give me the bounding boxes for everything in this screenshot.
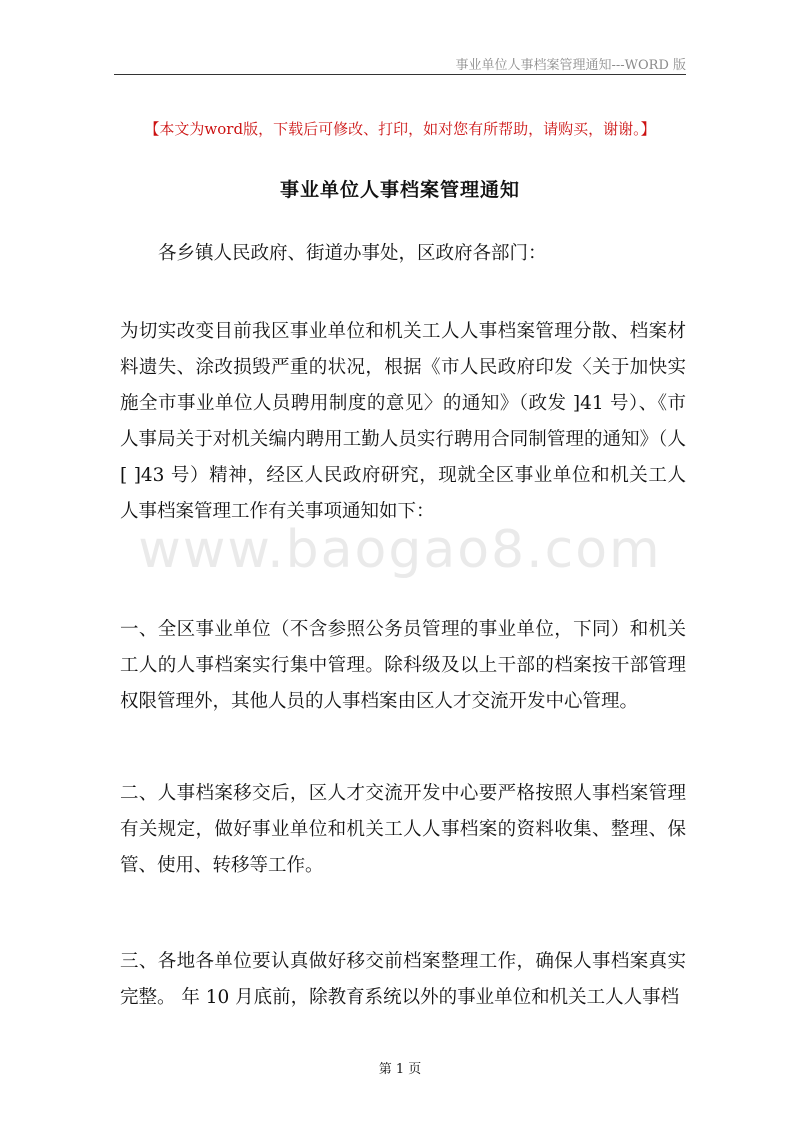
purchase-notice: 【本文为word版，下载后可修改、打印，如对您有所帮助，请购买，谢谢。】 [144,120,656,138]
salutation: 各乡镇人民政府、街道办事处，区政府各部门： [158,243,547,264]
page-number: 第 1 页 [378,1062,422,1077]
paragraph-item-1: 一、全区事业单位（不含参照公务员管理的事业单位，下同）和机关工人的人事档案实行集中管理。除科级及以上干部的档案按干部管理权限管理外，其他人员的人事档案由区人才交流开发中心管理。 [120,619,686,712]
document-title: 事业单位人事档案管理通知 [279,179,520,201]
header-divider [114,74,686,75]
paragraph-item-2: 二、人事档案移交后，区人才交流开发中心要严格按照人事档案管理有关规定，做好事业单位和机关工人人事档案的资料收集、整理、保管、使用、转移等工作。 [120,783,686,876]
watermark: www.baogao8.com [138,520,662,580]
running-header: 事业单位人事档案管理通知---WORD 版 [455,58,686,73]
paragraph-item-3: 三、各地各单位要认真做好移交前档案整理工作，确保人事档案真实完整。 年 10 月底前，除教育系统以外的事业单位和机关工人人事档 [120,951,686,1008]
paragraph-intro: 为切实改变目前我区事业单位和机关工人人事档案管理分散、档案材料遗失、涂改损毁严重的状况，根据《市人民政府印发〈关于加快实施全市事业单位人员聘用制度的意见〉的通知》（政发 ]41 号）、《市人事局关于对机关编内聘用工勤人员实行聘用合同制管理的通知》（人[ ]43 号）精神，经区人民政府研究，现就全区事业单位和机关工人人事档案管理工作有关事项通知如下： [120,321,686,522]
